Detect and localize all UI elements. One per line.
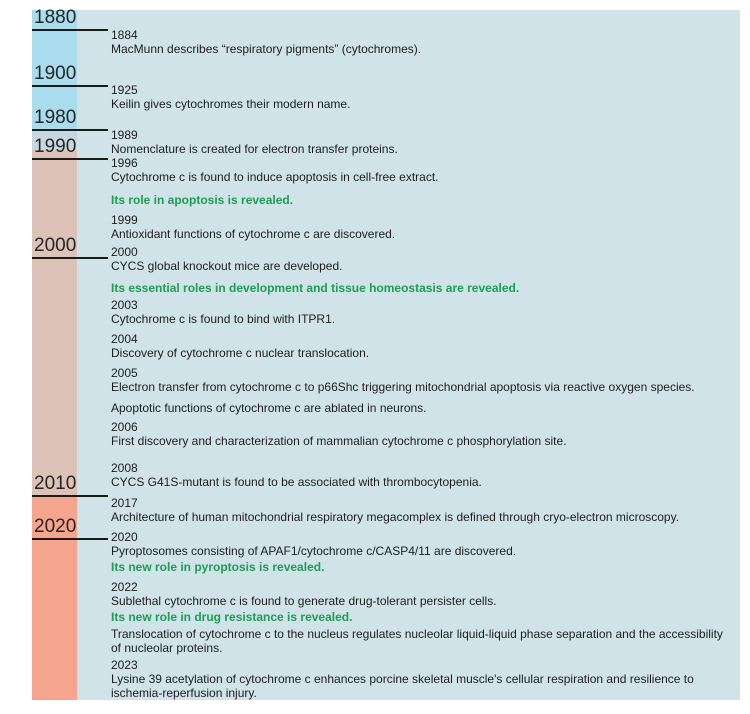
event-2005-b xyxy=(111,401,427,415)
event-year: 2000 xyxy=(111,245,138,259)
decade-marker-1880 xyxy=(32,7,108,31)
event-year: 1884 xyxy=(111,28,138,42)
decade-label: 1900 xyxy=(34,63,77,84)
decade-label: 2010 xyxy=(34,473,77,494)
highlight-pyroptosis: Its new role in pyroptosis is revealed. xyxy=(111,560,325,574)
decade-marker-1990 xyxy=(32,136,108,160)
event-text: Keilin gives cytochromes their modern name. xyxy=(111,97,351,111)
highlight-drug-resistance: Its new role in drug resistance is revealed. xyxy=(111,610,353,624)
decade-marker-1900 xyxy=(32,63,108,87)
event-year: 1925 xyxy=(111,83,138,97)
event-text: Nomenclature is created for electron transfer proteins. xyxy=(111,142,398,156)
decade-marker-1980 xyxy=(32,107,108,131)
event-2023 xyxy=(111,658,731,700)
event-year: 2003 xyxy=(111,298,138,312)
event-text: First discovery and characterization of mammalian cytochrome c phosphorylation site. xyxy=(111,434,567,448)
event-text: Pyroptosomes consisting of APAF1/cytochrome c/CASP4/11 are discovered. xyxy=(111,544,517,558)
event-text: Apoptotic functions of cytochrome c are ablated in neurons. xyxy=(111,401,427,415)
event-year: 2023 xyxy=(111,658,138,672)
event-year: 2006 xyxy=(111,420,138,434)
decade-label: 1990 xyxy=(34,136,77,157)
event-text: CYCS G41S-mutant is found to be associated with thrombocytopenia. xyxy=(111,475,482,489)
event-text: Electron transfer from cytochrome c to p66Shc triggering mitochondrial apoptosis via reactive oxygen species. xyxy=(111,380,695,394)
event-1925 xyxy=(111,83,350,111)
decade-marker-2020 xyxy=(32,516,108,540)
event-2003 xyxy=(111,298,335,326)
event-year: 2005 xyxy=(111,366,138,380)
event-2008 xyxy=(111,461,482,489)
event-text: Architecture of human mitochondrial respiratory megacomplex is defined through cryo-electron microscopy. xyxy=(111,510,680,524)
event-year: 1999 xyxy=(111,213,138,227)
highlight-development: Its essential roles in development and tissue homeostasis are revealed. xyxy=(111,281,520,295)
decade-marker-2000 xyxy=(32,235,108,259)
event-year: 2022 xyxy=(111,580,138,594)
event-year: 1989 xyxy=(111,128,138,142)
timeline-band-2000s xyxy=(32,150,77,496)
event-text: Antioxidant functions of cytochrome c are discovered. xyxy=(111,227,396,241)
event-1884 xyxy=(111,28,421,56)
decade-label: 1880 xyxy=(34,7,77,28)
event-text: Translocation of cytochrome c to the nucleus regulates nucleolar liquid-liquid phase separation and the accessibility of nucleolar proteins. xyxy=(111,627,723,655)
event-2004 xyxy=(111,332,369,360)
event-text: CYCS global knockout mice are developed. xyxy=(111,259,343,273)
highlight-apoptosis: Its role in apoptosis is revealed. xyxy=(111,193,294,207)
event-2020 xyxy=(111,530,516,558)
event-year: 2020 xyxy=(111,530,138,544)
event-text: Discovery of cytochrome c nuclear translocation. xyxy=(111,346,370,360)
decade-label: 2020 xyxy=(34,516,77,537)
event-year: 1996 xyxy=(111,156,138,170)
event-year: 2008 xyxy=(111,461,138,475)
event-2022 xyxy=(111,580,497,608)
decade-marker-2010 xyxy=(32,473,108,497)
event-text: Sublethal cytochrome c is found to generate drug-tolerant persister cells. xyxy=(111,594,497,608)
decade-label: 2000 xyxy=(34,235,77,256)
event-year: 2017 xyxy=(111,496,138,510)
event-2000 xyxy=(111,245,342,273)
event-year: 2004 xyxy=(111,332,138,346)
event-text: Cytochrome c is found to induce apoptosis in cell-free extract. xyxy=(111,170,439,184)
event-text: Cytochrome c is found to bind with ITPR1. xyxy=(111,312,336,326)
event-1996 xyxy=(111,156,439,184)
event-1989 xyxy=(111,128,398,156)
event-2017 xyxy=(111,496,679,524)
event-text: Lysine 39 acetylation of cytochrome c enhances porcine skeletal muscle's cellular respiration and resilience to ischemia-reperfusion injury. xyxy=(111,672,694,700)
event-1999 xyxy=(111,213,395,241)
decade-label: 1980 xyxy=(34,107,77,128)
event-2022-b xyxy=(111,627,731,655)
event-2005 xyxy=(111,366,695,394)
event-text: MacMunn describes “respiratory pigments” (cytochromes). xyxy=(111,42,422,56)
event-2006 xyxy=(111,420,567,448)
